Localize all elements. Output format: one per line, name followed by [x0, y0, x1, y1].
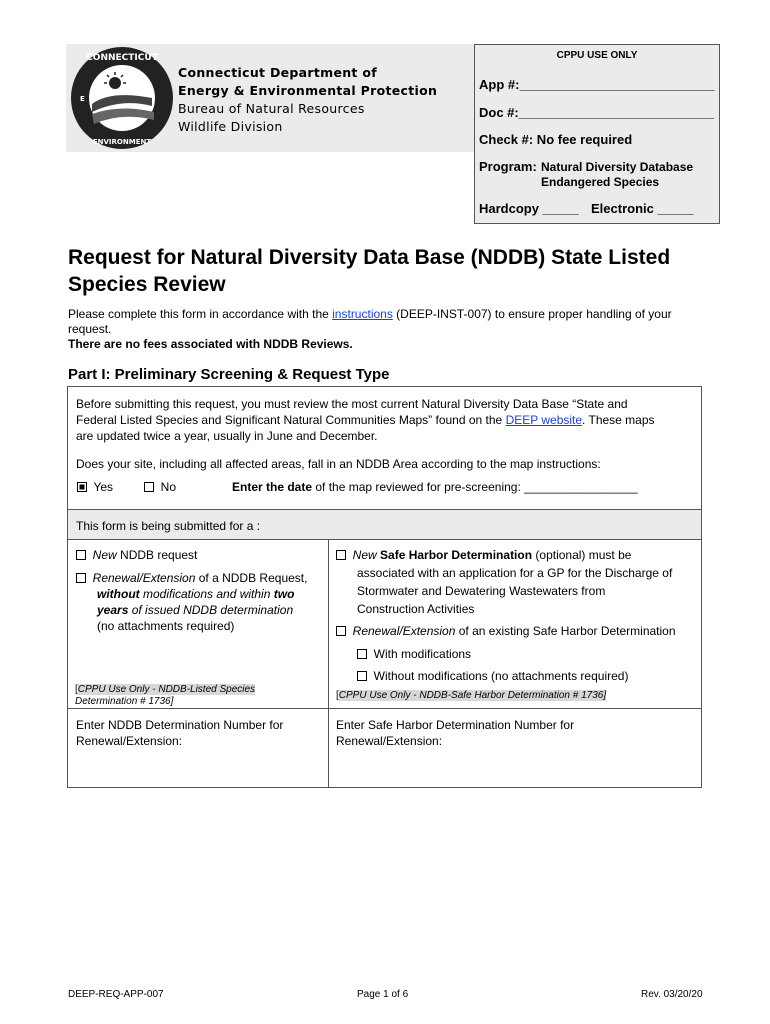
program-line-1: Natural Diversity Database [541, 160, 694, 174]
with-modifications-option[interactable] [357, 646, 471, 662]
dept-line-1: Connecticut Department of [178, 65, 377, 80]
nddb-enter-line-1: Enter NDDB Determination Number for [76, 718, 284, 732]
title-line-2: Species Review [68, 273, 226, 296]
program-line-2: Endangered Species [541, 175, 660, 189]
renewal-nddb-checkbox[interactable] [76, 573, 86, 583]
nddb-determination-number-field[interactable] [76, 717, 283, 749]
cppu-title: CPPU USE ONLY [556, 50, 638, 61]
years-bold: years [97, 603, 129, 617]
yes-checkbox[interactable] [77, 482, 87, 492]
dept-line-3: Bureau of Natural Resources [178, 101, 365, 116]
no-label: No [160, 480, 177, 494]
check-number-text: Check #: No fee required [479, 132, 633, 147]
review-line-2-pre: Federal Listed Species and Significant Natural Communities Maps” found on the [76, 413, 506, 427]
renewal-safe-harbor-checkbox[interactable] [336, 626, 346, 636]
no-checkbox[interactable] [144, 482, 154, 492]
revision-date: Rev. 03/20/20 [641, 989, 703, 1000]
svg-text:CONNECTICUT: CONNECTICUT [86, 53, 158, 63]
sh-enter-line-1: Enter Safe Harbor Determination Number for [336, 718, 575, 732]
nddb-area-question: Does your site, including all affected areas, fall in an NDDB Area according to the map instructions: [76, 457, 601, 471]
part-1-heading: Part I: Preliminary Screening & Request Type [68, 366, 390, 383]
new-safe-harbor-checkbox[interactable] [336, 550, 346, 560]
sh-line-2: associated with an application for a GP for the Discharge of [357, 566, 673, 580]
without-bold: without [97, 587, 140, 601]
yes-option[interactable] [77, 479, 113, 495]
dept-line-4: Wildlife Division [178, 119, 283, 134]
page-number: Page 1 of 6 [357, 989, 409, 1000]
two-bold: two [273, 587, 295, 601]
no-fees-notice: There are no fees associated with NDDB Reviews. [68, 337, 353, 351]
review-paragraph [76, 396, 696, 444]
divider [68, 708, 701, 709]
sh-tag: CPPU Use Only - NDDB-Safe Harbor Determination # 1736] [338, 690, 607, 701]
no-option[interactable] [144, 479, 176, 495]
app-number-field[interactable]: App #:___________________________ [479, 77, 715, 92]
no-attachments-note: (no attachments required) [97, 619, 235, 633]
sh-renew-italic: Renewal/Extension [352, 624, 456, 638]
doc-number-field[interactable]: Doc #:___________________________ [479, 105, 714, 120]
deep-website-link[interactable]: DEEP website [505, 413, 583, 427]
form-id: DEEP-REQ-APP-007 [68, 989, 164, 1000]
enter-date-label: Enter the date [232, 480, 313, 494]
safe-harbor-determination-number-field[interactable] [336, 717, 574, 749]
tag-line-1: CPPU Use Only - NDDB-Listed Species [77, 684, 256, 695]
page-title [68, 244, 708, 298]
without-modifications-option[interactable] [357, 668, 628, 684]
map-date-field[interactable] [232, 479, 638, 495]
renewal-rest: of a NDDB Request, [195, 571, 308, 585]
review-line-2-post: . These maps [582, 413, 655, 427]
electronic-field[interactable]: Electronic _____ [591, 201, 694, 216]
cppu-box [474, 44, 720, 224]
cppu-safe-harbor-tag: [CPPU Use Only - NDDB-Safe Harbor Determination # 1736] [336, 690, 607, 701]
sh-line-3: Stormwater and Dewatering Wastewaters from [357, 584, 606, 598]
department-name [178, 64, 437, 136]
sh-new-rest: (optional) must be [532, 548, 632, 562]
divider [68, 539, 701, 540]
program-label: Program: [479, 159, 537, 174]
intro-line-2: request. [68, 322, 112, 336]
review-line-1: Before submitting this request, you must review the most current Natural Diversity Data Base “State and [76, 397, 628, 411]
with-modifications-checkbox[interactable] [357, 649, 367, 659]
sh-new-italic: New [352, 548, 377, 562]
with-modifications-label: With modifications [373, 647, 472, 661]
renewal-nddb-option[interactable] [76, 570, 326, 634]
sh-enter-line-2: Renewal/Extension: [336, 734, 443, 748]
intro-post: (DEEP-INST-007) to ensure proper handling of your [392, 307, 672, 321]
tag-line-2: Determination # 1736] [75, 696, 174, 707]
renewal-safe-harbor-option[interactable] [336, 623, 676, 639]
new-nddb-request-option[interactable] [76, 547, 197, 563]
new-safe-harbor-option[interactable] [336, 547, 698, 617]
without-modifications-checkbox[interactable] [357, 671, 367, 681]
years-rest: of issued NDDB determination [128, 603, 294, 617]
nddb-enter-line-2: Renewal/Extension: [76, 734, 183, 748]
cppu-nddb-tag: [CPPU Use Only - NDDB-Listed Species Determination # 1736] [75, 684, 256, 707]
without-modifications-label: Without modifications (no attachments required) [373, 669, 629, 683]
map-date-rest: of the map reviewed for pre-screening: _________________ [312, 480, 638, 494]
dept-line-2: Energy & Environmental Protection [178, 83, 438, 98]
submitted-for-label: This form is being submitted for a : [76, 519, 261, 533]
intro-pre: Please complete this form in accordance with the [68, 307, 333, 321]
sh-line-4: Construction Activities [357, 602, 475, 616]
yes-label: Yes [93, 480, 114, 494]
ct-deep-seal-logo [70, 46, 174, 150]
without-rest: modifications and within [139, 587, 274, 601]
request-type-table [67, 386, 702, 788]
renewal-italic: Renewal/Extension [92, 571, 196, 585]
intro-paragraph [68, 307, 718, 352]
svg-text:E: E [80, 95, 85, 103]
instructions-link[interactable]: instructions [332, 307, 393, 321]
column-divider [328, 539, 329, 787]
hardcopy-field[interactable]: Hardcopy _____ [479, 201, 579, 216]
review-line-3: are updated twice a year, usually in June and December. [76, 429, 378, 443]
new-nddb-label: NDDB request [116, 548, 198, 562]
sh-new-bold: Safe Harbor Determination [376, 548, 533, 562]
new-italic: New [92, 548, 117, 562]
new-nddb-checkbox[interactable] [76, 550, 86, 560]
sh-renew-rest: of an existing Safe Harbor Determination [455, 624, 676, 638]
title-line-1: Request for Natural Diversity Data Base (NDDB) State Listed [68, 246, 671, 269]
svg-text:ENVIRONMENT: ENVIRONMENT [92, 138, 152, 146]
